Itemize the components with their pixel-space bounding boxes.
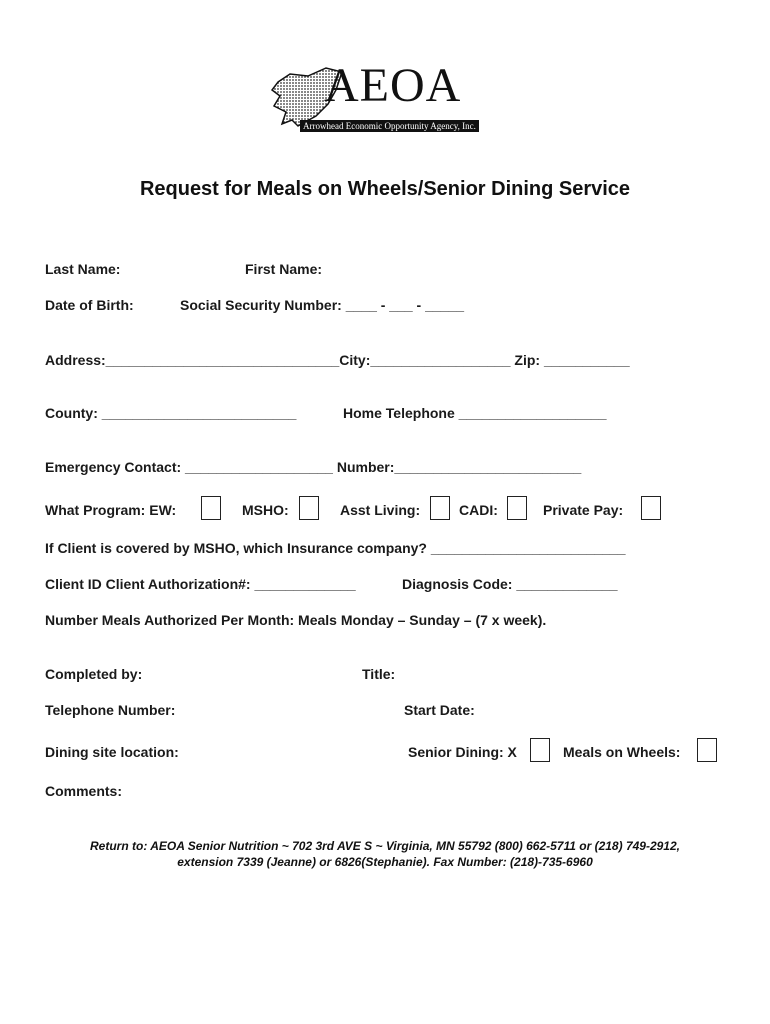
asst-living-label: Asst Living: (340, 502, 421, 518)
asst-living-checkbox[interactable] (430, 496, 450, 520)
aeoa-logo (268, 59, 504, 136)
first-name-label: First Name: (245, 261, 323, 277)
meals-on-wheels-checkbox[interactable] (697, 738, 717, 762)
title-label: Title: (362, 666, 396, 682)
footer-line-2: extension 7339 (Jeanne) or 6826(Stephanie). Fax Number: (218)-735-6960 (177, 855, 593, 869)
footer-line-1: Return to: AEOA Senior Nutrition ~ 702 3rd AVE S ~ Virginia, MN 55792 (800) 662-5711 or (218) 749-2912, (90, 839, 680, 853)
insurance-company-field[interactable]: If Client is covered by MSHO, which Insurance company? _________________________ (45, 540, 626, 556)
diagnosis-code-field[interactable]: Diagnosis Code: _____________ (402, 576, 618, 592)
private-pay-checkbox[interactable] (641, 496, 661, 520)
meals-authorized-text: Number Meals Authorized Per Month: Meals Monday – Sunday – (7 x week). (45, 612, 547, 628)
return-address-footer (0, 838, 770, 870)
completed-by-label: Completed by: (45, 666, 143, 682)
county-field[interactable]: County: _________________________ (45, 405, 297, 421)
cadi-label: CADI: (459, 502, 498, 518)
form-title: Request for Meals on Wheels/Senior Dining Service (139, 178, 631, 200)
telephone-number-label: Telephone Number: (45, 702, 176, 718)
comments-label: Comments: (45, 783, 123, 799)
msho-checkbox[interactable] (299, 496, 319, 520)
dob-label: Date of Birth: (45, 297, 134, 313)
msho-label: MSHO: (242, 502, 289, 518)
program-label: What Program: EW: (45, 502, 177, 518)
logo-wordmark: AEOA (324, 59, 462, 112)
senior-dining-checkbox[interactable] (530, 738, 550, 762)
cadi-checkbox[interactable] (507, 496, 527, 520)
senior-dining-label: Senior Dining: X (408, 744, 517, 760)
logo-subtitle: Arrowhead Economic Opportunity Agency, Inc. (300, 120, 479, 132)
start-date-label: Start Date: (404, 702, 475, 718)
meals-on-wheels-label: Meals on Wheels: (563, 744, 681, 760)
address-city-zip-field[interactable]: Address:______________________________City:__________________ Zip: ___________ (45, 352, 630, 368)
last-name-label: Last Name: (45, 261, 121, 277)
ew-checkbox[interactable] (201, 496, 221, 520)
ssn-field[interactable]: Social Security Number: ____ - ___ - _____ (180, 297, 465, 313)
private-pay-label: Private Pay: (543, 502, 624, 518)
dining-site-label: Dining site location: (45, 744, 179, 760)
emergency-contact-field[interactable]: Emergency Contact: ___________________ Number:________________________ (45, 459, 582, 475)
home-telephone-field[interactable]: Home Telephone ___________________ (343, 405, 607, 421)
client-authorization-field[interactable]: Client ID Client Authorization#: _____________ (45, 576, 356, 592)
